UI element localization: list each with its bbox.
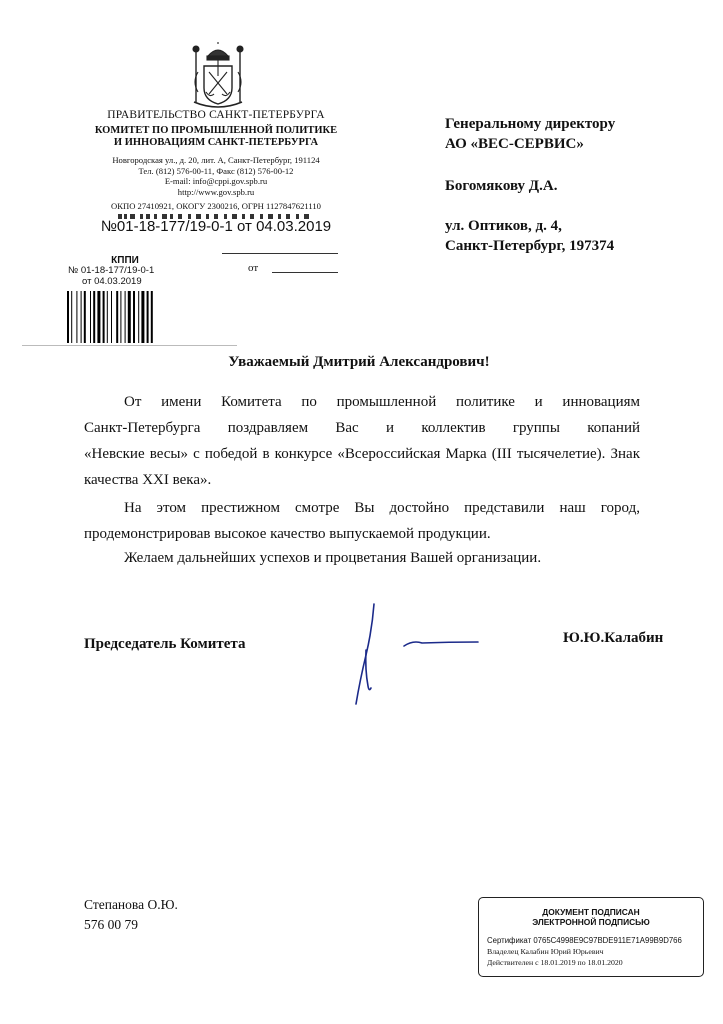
signatory-position: Председатель Комитета [84, 636, 246, 652]
paragraph-1 [84, 389, 640, 493]
committee-contacts [88, 155, 344, 197]
executor-phone: 576 00 79 [84, 917, 138, 932]
addressee-company: АО «ВЕС-СЕРВИС» [445, 136, 584, 152]
committee-phone-fax: Тел. (812) 576-00-11, Факс (812) 576-00-12 [138, 165, 294, 176]
committee-email: E-mail: info@cppi.gov.spb.ru [164, 176, 268, 187]
addressee-name: Богомякову Д.А. [445, 178, 558, 194]
addressee-position: Генеральному директору [445, 116, 616, 132]
stamp-number-block [68, 266, 178, 287]
addressee-city: Санкт-Петербург, 197374 [445, 238, 615, 254]
esign-title-line2: ЭЛЕКТРОННОЙ ПОДПИСЬЮ [532, 916, 650, 927]
executor-block [84, 895, 178, 935]
paragraph-1-line-4: качества XXI века». [84, 472, 212, 488]
esign-details [487, 936, 702, 968]
stamp-title: КППИ [111, 255, 139, 266]
committee-name-line1: КОМИТЕТ ПО ПРОМЫШЛЕННОЙ ПОЛИТИКЕ [94, 125, 338, 136]
barcode [67, 291, 177, 343]
registration-number: №01-18-177/19-0-1 от 04.03.2019 [100, 218, 332, 235]
committee-name [88, 125, 344, 149]
esign-validity: Действителен с 18.01.2019 по 18.01.2020 [487, 957, 623, 967]
salutation: Уважаемый Дмитрий Александрович! [228, 354, 490, 370]
paragraph-2-line-2: продемонстрировав высокое качество выпускаемой продукции. [84, 526, 491, 542]
paragraph-2 [84, 495, 640, 547]
stamp-number: № 01-18-177/19-0-1 [68, 265, 155, 276]
esign-owner: Владелец Калабин Юрий Юрьевич [487, 946, 604, 956]
esign-title [479, 908, 703, 928]
reference-from-label: от [248, 262, 259, 274]
esign-title-line1: ДОКУМЕНТ ПОДПИСАН [542, 907, 640, 917]
reference-date-line [272, 272, 338, 273]
reference-line [222, 253, 338, 254]
committee-codes: ОКПО 27410921, ОКОГУ 2300216, ОГРН 1127847621110 [111, 201, 321, 211]
handwritten-signature [338, 600, 488, 710]
paragraph-2-line-1: На этом престижном смотре Вы достойно представили наш город, [124, 500, 640, 516]
committee-website: http://www.gov.spb.ru [177, 186, 255, 197]
government-title: ПРАВИТЕЛЬСТВО САНКТ-ПЕТЕРБУРГА [107, 109, 325, 121]
electronic-signature-stamp [478, 897, 704, 977]
executor-name: Степанова О.Ю. [84, 897, 178, 912]
signatory-name: Ю.Ю.Калабин [563, 630, 664, 646]
stamp-date: от 04.03.2019 [82, 275, 142, 287]
paragraph-1-line-1: От имени Комитета по промышленной политике и инновациям [124, 394, 640, 410]
addressee-block [445, 114, 705, 256]
committee-address: Новгородская ул., д. 20, лит. А, Санкт-Петербург, 191124 [112, 155, 320, 165]
paragraph-1-line-2: Санкт-Петербурга поздравляем Вас и коллектив группы копаний [84, 420, 640, 436]
spb-coat-of-arms-icon [188, 42, 248, 110]
committee-name-line2: И ИННОВАЦИЯМ САНКТ-ПЕТЕРБУРГА [113, 137, 319, 148]
addressee-street: ул. Оптиков, д. 4, [445, 218, 562, 234]
paragraph-1-line-3: «Невские весы» с победой в конкурсе «Всероссийская Марка (III тысячелетие). Знак [84, 446, 640, 462]
esign-certificate: Сертификат 0765C4998E9C97BDE911E71A99B9D766 [487, 936, 682, 945]
stamp-divider [22, 345, 237, 346]
paragraph-3: Желаем дальнейших успехов и процветания Вашей организации. [124, 550, 542, 566]
